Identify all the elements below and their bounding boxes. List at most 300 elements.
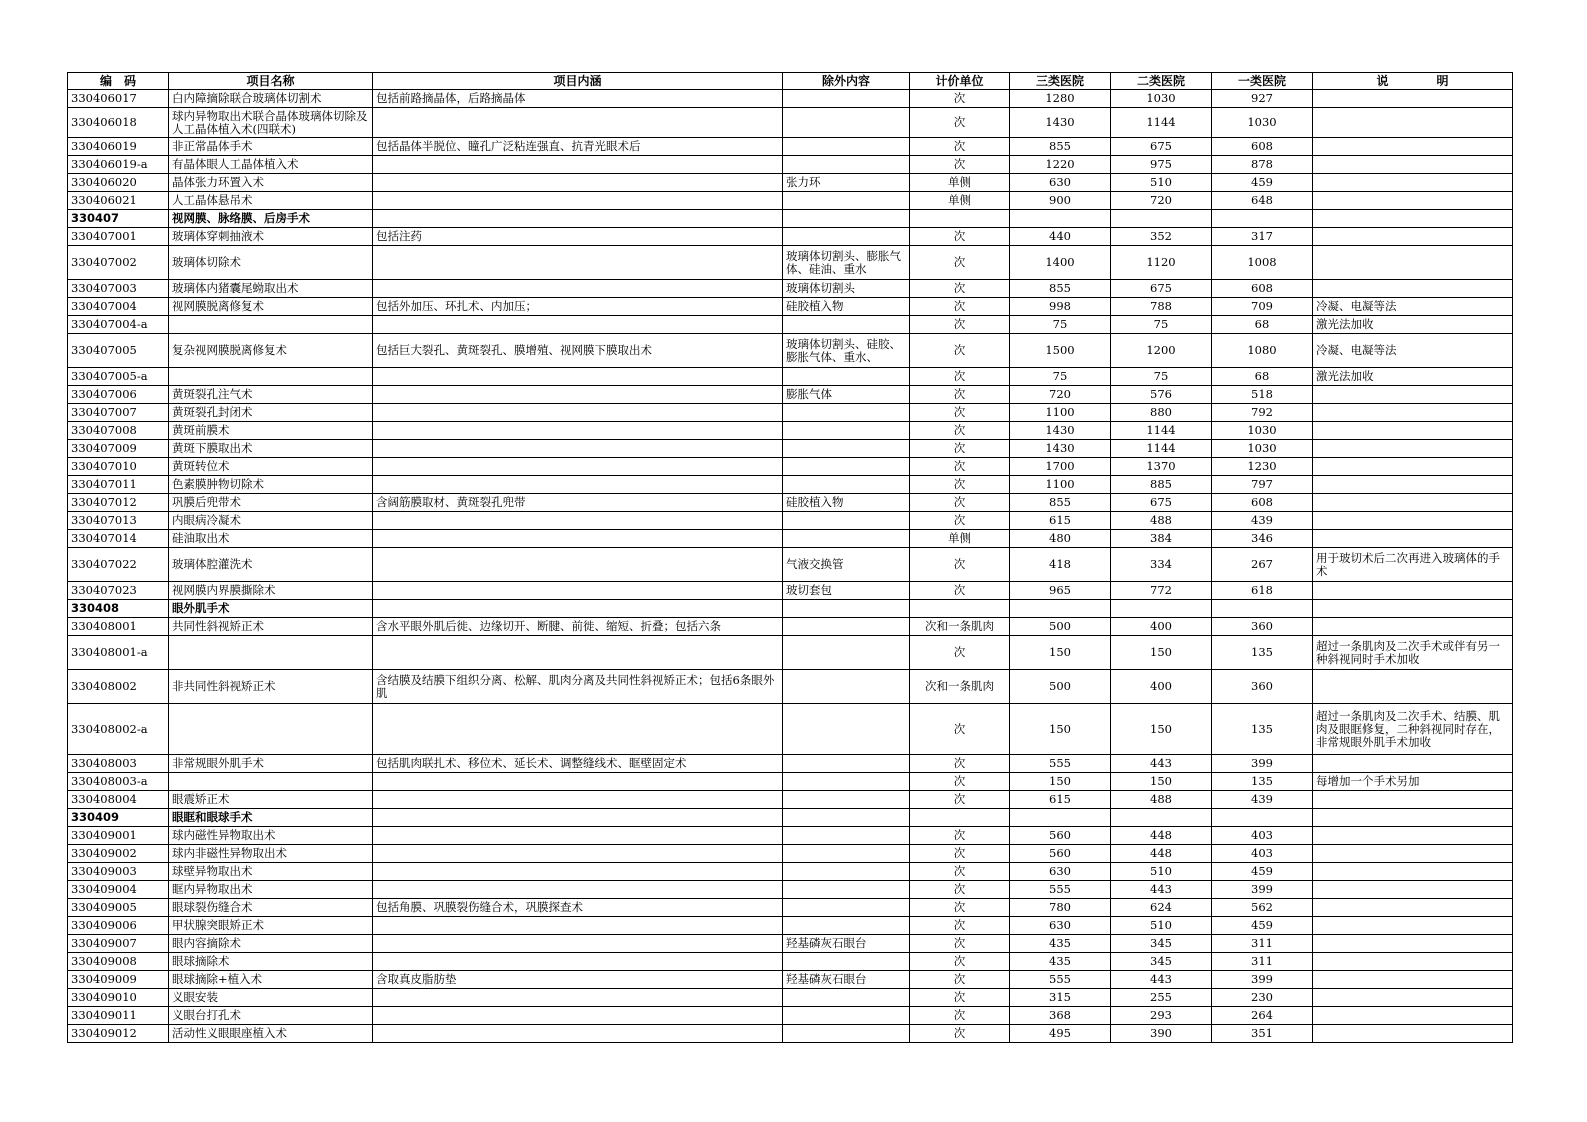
cell-item-name — [169, 512, 373, 530]
cell-item-name — [169, 316, 373, 334]
cell-class3-price-text: 150 — [1049, 646, 1071, 659]
cell-item-name-text: 非常规眼外肌手术 — [172, 757, 264, 770]
cell-item-name — [169, 953, 373, 971]
cell-unit-text: 次 — [953, 370, 966, 383]
cell-code — [68, 953, 169, 971]
cell-item-content — [373, 386, 783, 404]
cell-class2-price-text: 448 — [1150, 829, 1172, 842]
cell-class1-price — [1212, 791, 1313, 809]
cell-code-text: 330408003-a — [71, 775, 148, 788]
cell-note — [1313, 192, 1513, 210]
cell-class3-price — [1010, 845, 1111, 863]
cell-class1-price — [1212, 917, 1313, 935]
cell-class3-price-text: 480 — [1049, 532, 1071, 545]
cell-code — [68, 386, 169, 404]
table-row — [68, 138, 1513, 156]
cell-class3-price-text: 615 — [1049, 514, 1071, 527]
cell-class1-price-text: 399 — [1251, 883, 1273, 896]
cell-class2-price-text: 443 — [1150, 973, 1172, 986]
cell-note — [1313, 334, 1513, 368]
cell-excluded — [783, 192, 910, 210]
cell-note — [1313, 530, 1513, 548]
cell-class3-price — [1010, 600, 1111, 618]
cell-excluded — [783, 827, 910, 845]
cell-item-name — [169, 280, 373, 298]
table-row — [68, 440, 1513, 458]
cell-item-name — [169, 773, 373, 791]
cell-unit-text: 次 — [953, 757, 966, 770]
cell-code-text: 330408001 — [71, 620, 137, 633]
section-row — [68, 210, 1513, 228]
cell-class2-price-text: 510 — [1150, 176, 1172, 189]
cell-item-content — [373, 704, 783, 755]
cell-item-content — [373, 636, 783, 670]
cell-class1-price-text: 403 — [1251, 847, 1273, 860]
cell-class2-price — [1111, 512, 1212, 530]
cell-class1-price-text: 618 — [1251, 584, 1273, 597]
cell-unit — [910, 755, 1010, 773]
cell-note — [1313, 618, 1513, 636]
header-class3-price: 三类医院 — [1010, 73, 1111, 90]
cell-item-name — [169, 863, 373, 881]
cell-class1-price-text: 562 — [1251, 901, 1273, 914]
table-row — [68, 899, 1513, 917]
cell-class1-price-text: 311 — [1251, 955, 1273, 968]
cell-code — [68, 334, 169, 368]
cell-note — [1313, 476, 1513, 494]
cell-unit — [910, 881, 1010, 899]
cell-class2-price — [1111, 280, 1212, 298]
cell-unit — [910, 316, 1010, 334]
cell-class1-price-text: 1008 — [1247, 256, 1277, 269]
cell-class3-price — [1010, 971, 1111, 989]
cell-excluded — [783, 368, 910, 386]
cell-class1-price — [1212, 298, 1313, 316]
cell-note-text: 冷凝、电凝等法 — [1316, 344, 1397, 357]
cell-item-content-text: 包括肌肉联扎术、移位术、延长术、调整缝线术、眶壁固定术 — [376, 757, 687, 770]
cell-item-content-text: 包括角膜、巩膜裂伤缝合术，巩膜探查术 — [376, 901, 583, 914]
cell-class3-price-text: 1430 — [1045, 116, 1075, 129]
cell-item-name-text: 球壁异物取出术 — [172, 865, 253, 878]
cell-class1-price — [1212, 316, 1313, 334]
cell-note — [1313, 1025, 1513, 1043]
cell-class3-price — [1010, 791, 1111, 809]
cell-class2-price-text: 772 — [1150, 584, 1172, 597]
cell-unit — [910, 494, 1010, 512]
table-row — [68, 1025, 1513, 1043]
cell-item-content — [373, 280, 783, 298]
header-item-content: 项目内涵 — [373, 73, 783, 90]
cell-unit — [910, 935, 1010, 953]
cell-item-content-text: 包括注药 — [376, 230, 422, 243]
cell-class3-price — [1010, 917, 1111, 935]
cell-class3-price-text: 418 — [1049, 558, 1071, 571]
cell-code-text: 330409005 — [71, 901, 137, 914]
cell-note — [1313, 210, 1513, 228]
cell-unit — [910, 476, 1010, 494]
cell-item-content — [373, 476, 783, 494]
cell-excluded — [783, 1025, 910, 1043]
cell-class3-price-text: 1400 — [1045, 256, 1075, 269]
cell-class3-price — [1010, 670, 1111, 704]
cell-excluded — [783, 334, 910, 368]
cell-unit-text: 次 — [953, 388, 966, 401]
cell-class3-price-text: 368 — [1049, 1009, 1071, 1022]
cell-class1-price — [1212, 422, 1313, 440]
cell-class1-price-text: 317 — [1251, 230, 1273, 243]
cell-item-content — [373, 404, 783, 422]
cell-code — [68, 298, 169, 316]
cell-excluded — [783, 971, 910, 989]
cell-note — [1313, 704, 1513, 755]
cell-note — [1313, 600, 1513, 618]
table-row — [68, 174, 1513, 192]
table-row — [68, 863, 1513, 881]
table-row — [68, 755, 1513, 773]
cell-item-name — [169, 298, 373, 316]
cell-unit — [910, 90, 1010, 108]
cell-class2-price — [1111, 1007, 1212, 1025]
cell-item-name-text: 白内障摘除联合玻璃体切割术 — [172, 92, 322, 105]
cell-class2-price-text: 1144 — [1146, 116, 1176, 129]
header-excluded: 除外内容 — [783, 73, 910, 90]
cell-unit-text: 次 — [953, 558, 966, 571]
cell-class2-price-text: 352 — [1150, 230, 1172, 243]
cell-excluded — [783, 704, 910, 755]
cell-unit-text: 次 — [953, 318, 966, 331]
cell-code — [68, 246, 169, 280]
cell-class1-price-text: 1230 — [1247, 460, 1277, 473]
cell-unit — [910, 953, 1010, 971]
cell-excluded — [783, 404, 910, 422]
cell-unit — [910, 899, 1010, 917]
cell-item-content — [373, 228, 783, 246]
cell-unit-text: 次 — [953, 140, 966, 153]
cell-unit — [910, 971, 1010, 989]
cell-note — [1313, 881, 1513, 899]
cell-item-content-text: 含取真皮脂肪垫 — [376, 973, 457, 986]
cell-item-name-text: 眼球裂伤缝合术 — [172, 901, 253, 914]
cell-item-name — [169, 989, 373, 1007]
cell-item-name — [169, 755, 373, 773]
cell-class1-price — [1212, 138, 1313, 156]
cell-class2-price-text: 488 — [1150, 514, 1172, 527]
table-row — [68, 156, 1513, 174]
cell-class2-price — [1111, 108, 1212, 138]
cell-code-text: 330407012 — [71, 496, 137, 509]
table-row — [68, 827, 1513, 845]
cell-unit — [910, 600, 1010, 618]
cell-class3-price-text: 315 — [1049, 991, 1071, 1004]
cell-unit-text: 次 — [953, 793, 966, 806]
section-row — [68, 600, 1513, 618]
cell-excluded-text: 硅胶植入物 — [786, 496, 844, 509]
cell-note — [1313, 404, 1513, 422]
cell-unit — [910, 280, 1010, 298]
cell-class3-price-text: 435 — [1049, 937, 1071, 950]
cell-item-content — [373, 791, 783, 809]
cell-note — [1313, 582, 1513, 600]
cell-note — [1313, 386, 1513, 404]
cell-code-text: 330407014 — [71, 532, 137, 545]
table-row — [68, 791, 1513, 809]
cell-class3-price-text: 965 — [1049, 584, 1071, 597]
cell-class3-price — [1010, 368, 1111, 386]
cell-excluded — [783, 582, 910, 600]
cell-class1-price — [1212, 440, 1313, 458]
cell-class2-price-text: 150 — [1150, 646, 1172, 659]
cell-code-text: 330407006 — [71, 388, 137, 401]
cell-class2-price — [1111, 458, 1212, 476]
cell-class1-price-text: 68 — [1254, 318, 1270, 331]
cell-unit — [910, 174, 1010, 192]
cell-class2-price-text: 293 — [1150, 1009, 1172, 1022]
cell-class1-price — [1212, 90, 1313, 108]
cell-unit — [910, 368, 1010, 386]
cell-item-name-text: 黄斑前膜术 — [172, 424, 230, 437]
cell-class3-price-text: 780 — [1049, 901, 1071, 914]
cell-class2-price — [1111, 246, 1212, 280]
cell-class2-price-text: 1120 — [1146, 256, 1176, 269]
cell-code-text: 330407005-a — [71, 370, 148, 383]
cell-unit — [910, 636, 1010, 670]
cell-excluded — [783, 881, 910, 899]
cell-class2-price-text: 443 — [1150, 757, 1172, 770]
cell-class2-price — [1111, 989, 1212, 1007]
cell-unit-text: 次 — [953, 584, 966, 597]
cell-code — [68, 917, 169, 935]
cell-excluded — [783, 210, 910, 228]
cell-excluded — [783, 755, 910, 773]
cell-code — [68, 280, 169, 298]
cell-code-text: 330408001-a — [71, 646, 148, 659]
table-row — [68, 704, 1513, 755]
cell-item-content-text: 包括外加压、环扎术、内加压； — [376, 300, 537, 313]
cell-item-name — [169, 422, 373, 440]
cell-excluded — [783, 670, 910, 704]
cell-unit-text: 次和一条肌肉 — [925, 620, 994, 633]
cell-code-text: 330409002 — [71, 847, 137, 860]
cell-note — [1313, 636, 1513, 670]
table-row — [68, 386, 1513, 404]
table-row — [68, 845, 1513, 863]
cell-item-name-text: 玻璃体内猪囊尾蚴取出术 — [172, 282, 299, 295]
cell-item-name-text: 视网膜、脉络膜、后房手术 — [172, 212, 310, 225]
cell-item-content — [373, 809, 783, 827]
cell-class2-price-text: 345 — [1150, 937, 1172, 950]
cell-code — [68, 530, 169, 548]
cell-item-name-text: 非正常晶体手术 — [172, 140, 253, 153]
cell-code — [68, 827, 169, 845]
cell-item-name-text: 非共同性斜视矫正术 — [172, 680, 276, 693]
cell-class3-price-text: 495 — [1049, 1027, 1071, 1040]
table-row — [68, 228, 1513, 246]
cell-class1-price — [1212, 582, 1313, 600]
cell-class3-price — [1010, 1025, 1111, 1043]
cell-unit-text: 次 — [953, 230, 966, 243]
cell-code — [68, 210, 169, 228]
cell-class2-price — [1111, 636, 1212, 670]
cell-item-content — [373, 298, 783, 316]
cell-class3-price — [1010, 827, 1111, 845]
cell-code-text: 330407013 — [71, 514, 137, 527]
cell-code-text: 330408002 — [71, 680, 137, 693]
cell-unit — [910, 108, 1010, 138]
cell-item-name-text: 眶内异物取出术 — [172, 883, 253, 896]
cell-class1-price-text: 1030 — [1247, 116, 1277, 129]
cell-class2-price — [1111, 845, 1212, 863]
cell-class1-price-text: 1080 — [1247, 344, 1277, 357]
cell-note — [1313, 422, 1513, 440]
cell-excluded — [783, 935, 910, 953]
table-row — [68, 280, 1513, 298]
cell-excluded-text: 玻璃体切割头 — [786, 282, 855, 295]
cell-excluded — [783, 494, 910, 512]
cell-item-content — [373, 881, 783, 899]
cell-item-name — [169, 386, 373, 404]
cell-class3-price — [1010, 156, 1111, 174]
cell-code — [68, 476, 169, 494]
cell-class2-price-text: 880 — [1150, 406, 1172, 419]
cell-class1-price-text: 459 — [1251, 176, 1273, 189]
cell-class1-price — [1212, 548, 1313, 582]
cell-class2-price-text: 75 — [1153, 318, 1169, 331]
header-class2-price: 二类医院 — [1111, 73, 1212, 90]
cell-item-content — [373, 582, 783, 600]
cell-class2-price-text: 510 — [1150, 919, 1172, 932]
cell-item-name-text: 硅油取出术 — [172, 532, 230, 545]
cell-class3-price-text: 560 — [1049, 829, 1071, 842]
cell-class2-price-text: 675 — [1150, 140, 1172, 153]
cell-item-content — [373, 458, 783, 476]
table-row — [68, 90, 1513, 108]
cell-class1-price-text: 608 — [1251, 282, 1273, 295]
cell-unit — [910, 917, 1010, 935]
cell-class1-price — [1212, 845, 1313, 863]
cell-code — [68, 494, 169, 512]
cell-unit — [910, 791, 1010, 809]
cell-code-text: 330409006 — [71, 919, 137, 932]
cell-code — [68, 935, 169, 953]
cell-class3-price — [1010, 755, 1111, 773]
cell-item-name — [169, 334, 373, 368]
cell-item-content — [373, 1025, 783, 1043]
cell-class3-price — [1010, 1007, 1111, 1025]
cell-excluded — [783, 512, 910, 530]
cell-class2-price — [1111, 334, 1212, 368]
cell-note — [1313, 298, 1513, 316]
cell-code — [68, 458, 169, 476]
cell-class2-price — [1111, 791, 1212, 809]
cell-class1-price — [1212, 530, 1313, 548]
cell-class3-price-text: 435 — [1049, 955, 1071, 968]
cell-class3-price-text: 150 — [1049, 722, 1071, 736]
cell-unit-text: 次 — [953, 92, 966, 105]
cell-item-content — [373, 422, 783, 440]
cell-class3-price — [1010, 582, 1111, 600]
cell-unit-text: 次和一条肌肉 — [925, 680, 994, 693]
cell-item-content — [373, 935, 783, 953]
cell-class2-price-text: 510 — [1150, 865, 1172, 878]
cell-unit-text: 次 — [953, 901, 966, 914]
cell-class3-price — [1010, 90, 1111, 108]
cell-item-name-text: 活动性义眼眼座植入术 — [172, 1027, 287, 1040]
cell-item-content — [373, 138, 783, 156]
cell-class2-price — [1111, 917, 1212, 935]
cell-code — [68, 971, 169, 989]
cell-unit-text: 次 — [953, 865, 966, 878]
cell-item-content-text: 含阔筋膜取材、黄斑裂孔兜带 — [376, 496, 526, 509]
cell-excluded-text: 羟基磷灰石眼台 — [786, 937, 867, 950]
table-row — [68, 935, 1513, 953]
cell-item-name — [169, 458, 373, 476]
cell-code-text: 330407010 — [71, 460, 137, 473]
cell-item-name-text: 色素膜肿物切除术 — [172, 478, 264, 491]
cell-item-content — [373, 316, 783, 334]
cell-note — [1313, 512, 1513, 530]
cell-class2-price — [1111, 1025, 1212, 1043]
cell-excluded — [783, 316, 910, 334]
cell-class3-price-text: 500 — [1049, 620, 1071, 633]
cell-item-name-text: 黄斑裂孔封闭术 — [172, 406, 253, 419]
cell-class1-price-text: 267 — [1251, 558, 1273, 571]
cell-code — [68, 755, 169, 773]
cell-item-name-text: 共同性斜视矫正术 — [172, 620, 264, 633]
cell-class1-price — [1212, 618, 1313, 636]
cell-class1-price — [1212, 809, 1313, 827]
cell-class3-price-text: 1700 — [1045, 460, 1075, 473]
cell-item-name-text: 玻璃体腔灌洗术 — [172, 558, 253, 571]
cell-item-content — [373, 192, 783, 210]
cell-code-text: 330408 — [71, 602, 120, 615]
cell-item-name-text: 有晶体眼人工晶体植入术 — [172, 158, 299, 171]
cell-note — [1313, 368, 1513, 386]
cell-unit-text: 次 — [953, 1009, 966, 1022]
cell-item-name-text: 视网膜内界膜撕除术 — [172, 584, 276, 597]
cell-excluded — [783, 386, 910, 404]
cell-item-name-text: 眼眶和眼球手术 — [172, 811, 253, 824]
cell-unit — [910, 192, 1010, 210]
cell-item-name-text: 眼震矫正术 — [172, 793, 230, 806]
cell-class1-price — [1212, 935, 1313, 953]
cell-item-name — [169, 791, 373, 809]
cell-item-name-text: 复杂视网膜脱离修复术 — [172, 344, 287, 357]
table-row — [68, 917, 1513, 935]
cell-code-text: 330407004-a — [71, 318, 148, 331]
cell-class3-price — [1010, 440, 1111, 458]
cell-note — [1313, 953, 1513, 971]
cell-unit — [910, 246, 1010, 280]
cell-item-name-text: 甲状腺突眼矫正术 — [172, 919, 264, 932]
cell-unit — [910, 404, 1010, 422]
cell-unit-text: 次 — [953, 514, 966, 527]
cell-note — [1313, 899, 1513, 917]
cell-class1-price — [1212, 773, 1313, 791]
cell-item-content — [373, 989, 783, 1007]
cell-class1-price-text: 399 — [1251, 757, 1273, 770]
cell-note-text: 超过一条肌肉及二次手术或伴有另一种斜视同时手术加收 — [1316, 639, 1500, 666]
cell-class1-price — [1212, 881, 1313, 899]
cell-class1-price — [1212, 368, 1313, 386]
cell-class1-price-text: 403 — [1251, 829, 1273, 842]
cell-unit-text: 次 — [953, 116, 966, 129]
cell-item-name — [169, 809, 373, 827]
cell-item-content — [373, 863, 783, 881]
cell-item-content — [373, 530, 783, 548]
cell-class1-price-text: 439 — [1251, 514, 1273, 527]
cell-unit-text: 次 — [953, 406, 966, 419]
cell-class1-price-text: 459 — [1251, 865, 1273, 878]
